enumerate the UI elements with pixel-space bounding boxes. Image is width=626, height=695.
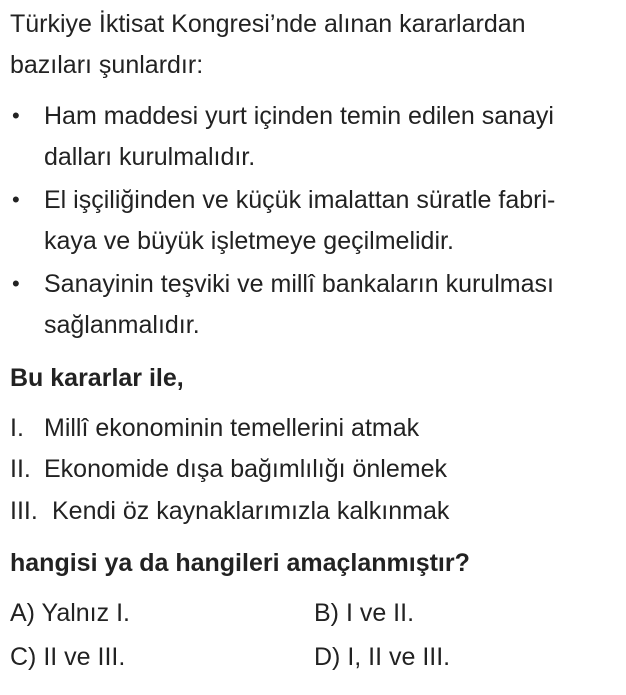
question-prompt: hangisi ya da hangileri amaçlanmıştır?: [10, 549, 470, 577]
roman-item-text: Kendi öz kaynaklarımızla kalkınmak: [52, 497, 450, 525]
option-c[interactable]: C) II ve III.: [10, 643, 126, 671]
bullet-marker: •: [12, 103, 20, 128]
bullet-3-line-2: sağlanmalıdır.: [44, 311, 200, 339]
roman-numeral: I.: [10, 414, 24, 442]
option-b[interactable]: B) I ve II.: [314, 599, 415, 627]
bullet-1-line-2: dalları kurulmalıdır.: [44, 143, 256, 171]
roman-item-text: Ekonomide dışa bağımlılığı önlemek: [44, 455, 447, 483]
intro-line-1: Türkiye İktisat Kongresi’nde alınan kararlardan: [10, 10, 526, 38]
bullet-1-line-1: Ham maddesi yurt içinden temin edilen sanayi: [44, 102, 554, 130]
intro-line-2: bazıları şunlardır:: [10, 51, 204, 79]
bullet-2-line-2: kaya ve büyük işletmeye geçilmelidir.: [44, 227, 454, 255]
bullet-3-line-1: Sanayinin teşviki ve millî bankaların kurulması: [44, 270, 554, 298]
roman-item-text: Millî ekonominin temellerini atmak: [44, 414, 420, 442]
bullet-2-line-1: El işçiliğinden ve küçük imalattan süratle fabri-: [44, 186, 556, 214]
roman-numeral: III.: [10, 497, 38, 525]
bullet-marker: •: [12, 271, 20, 296]
bullet-marker: •: [12, 187, 20, 212]
option-d[interactable]: D) I, II ve III.: [314, 643, 451, 671]
roman-numeral: II.: [10, 455, 31, 483]
option-a[interactable]: A) Yalnız I.: [10, 599, 130, 627]
question-stem: Bu kararlar ile,: [10, 364, 184, 392]
